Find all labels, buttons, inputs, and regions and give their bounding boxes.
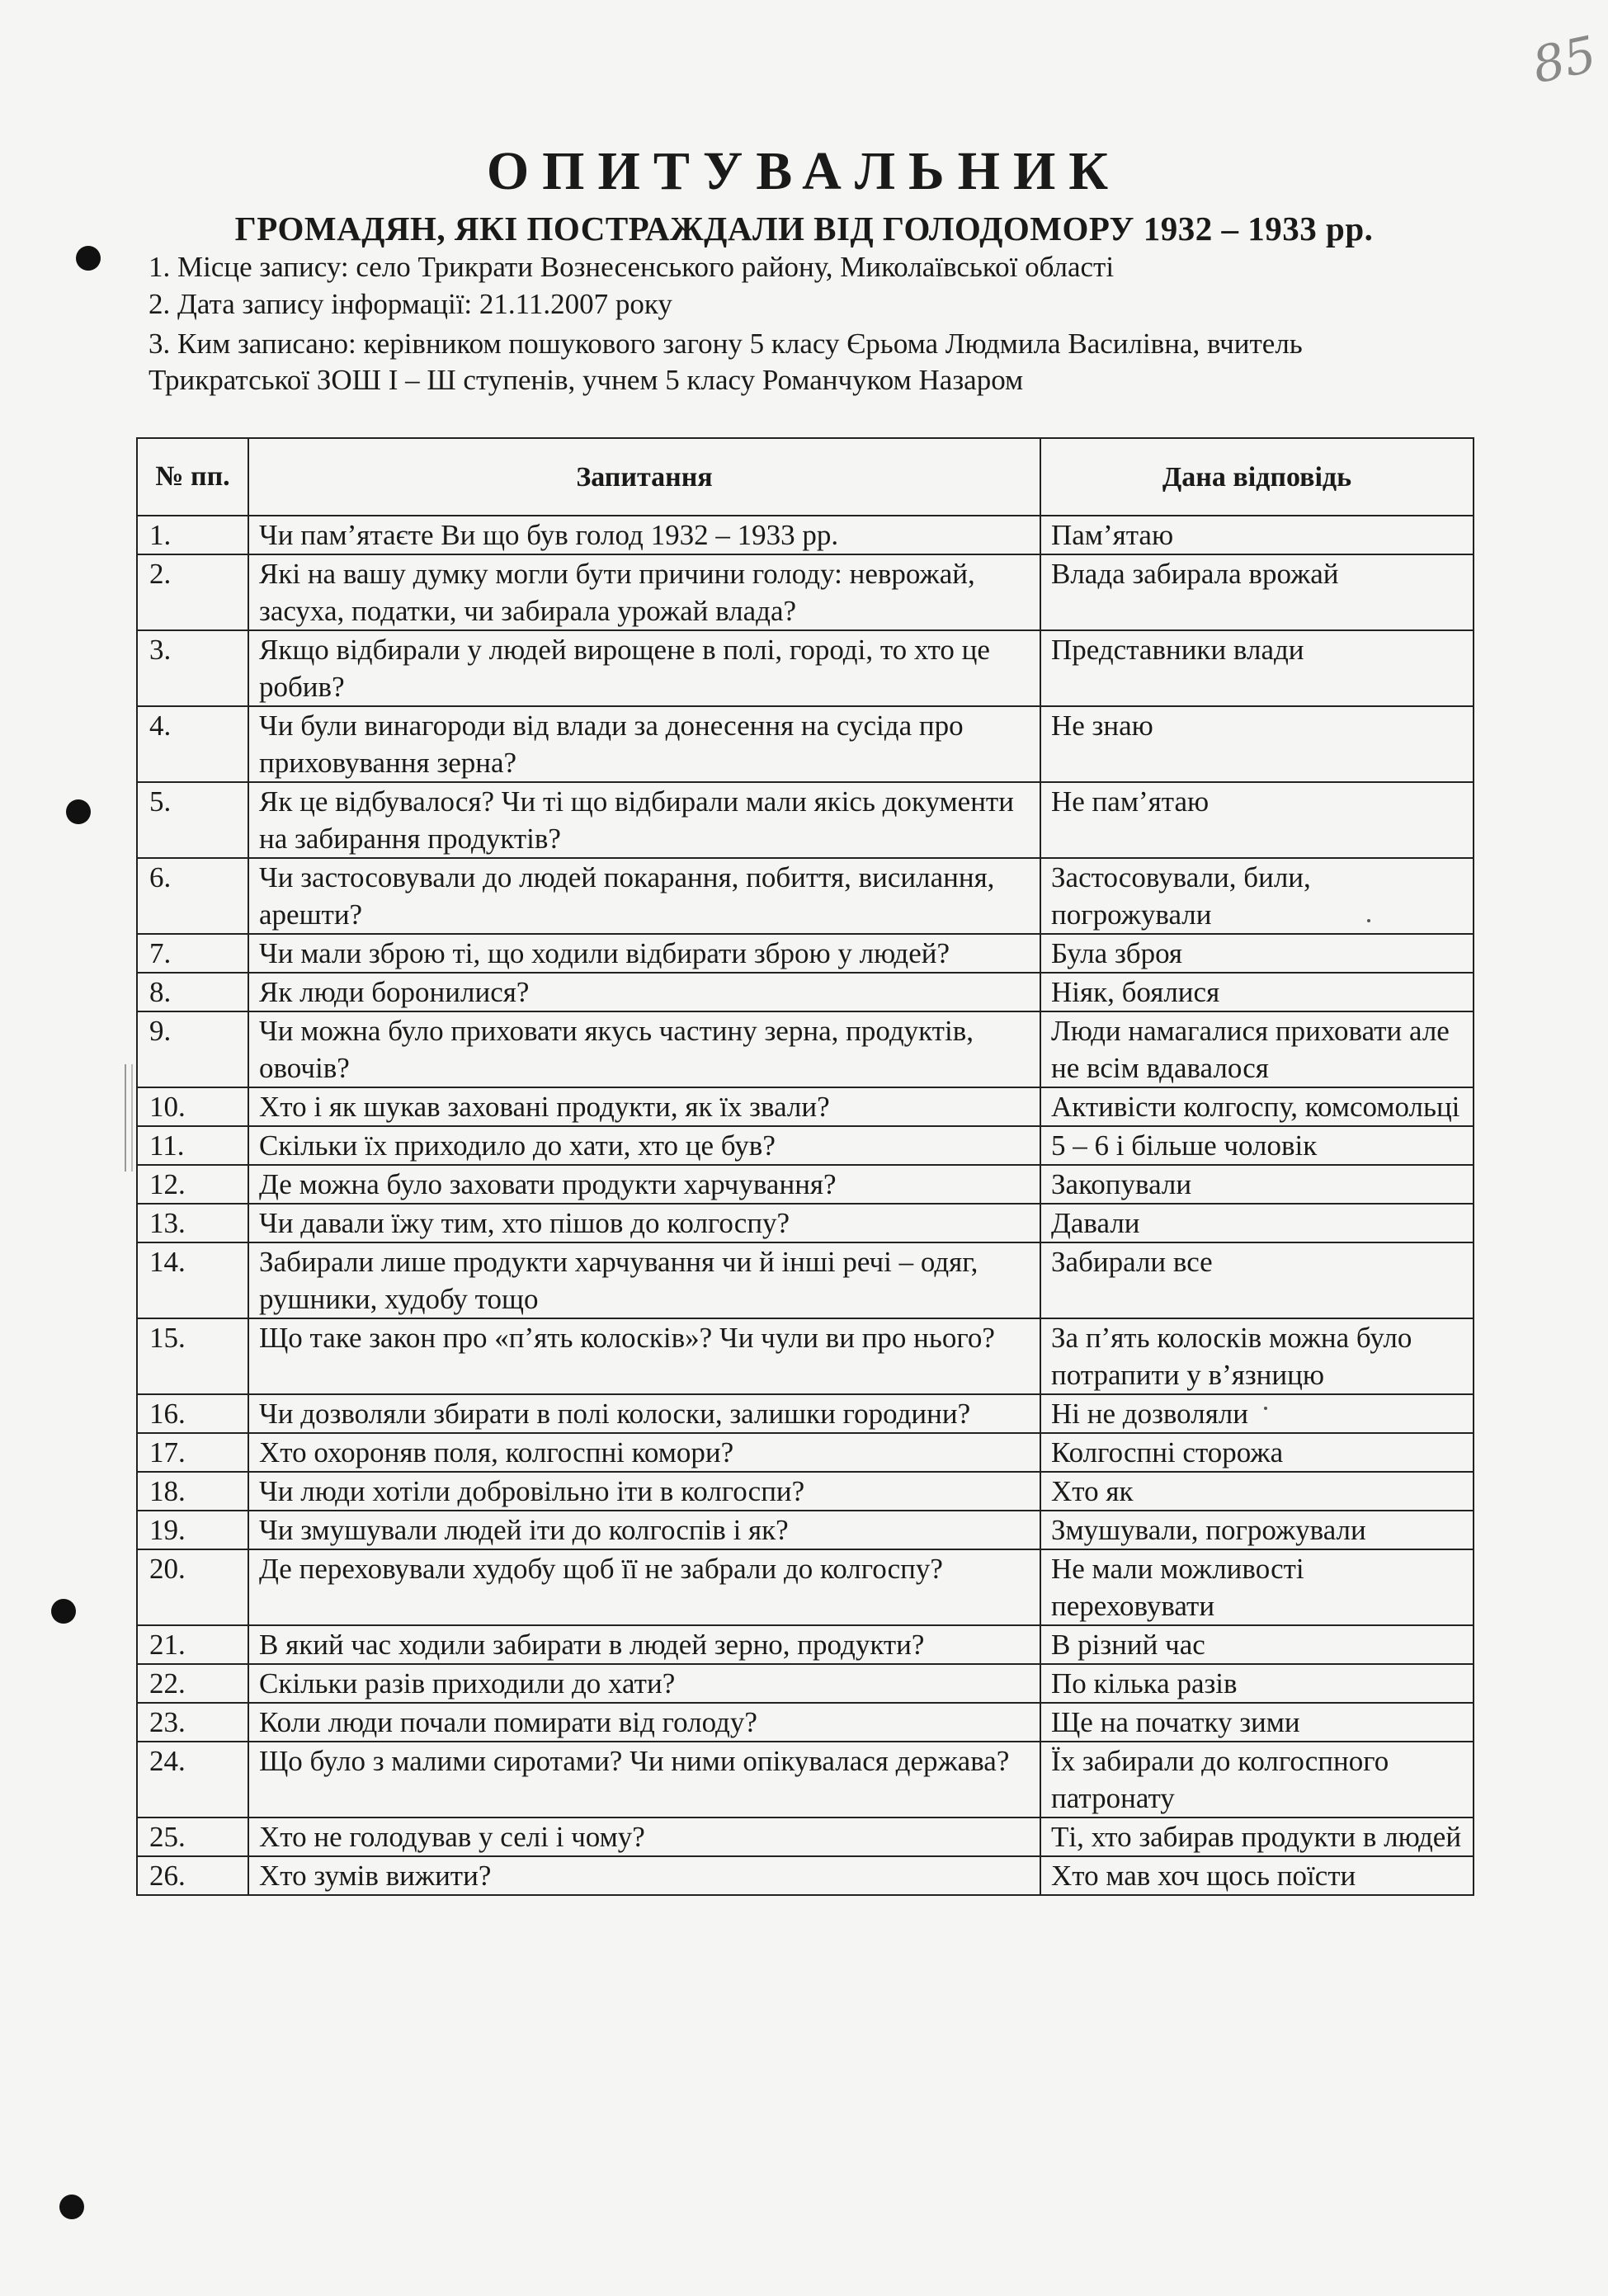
row-question: Скільки разів приходили до хати? bbox=[248, 1664, 1040, 1703]
row-answer: По кілька разів bbox=[1040, 1664, 1474, 1703]
row-answer: В різний час bbox=[1040, 1625, 1474, 1664]
column-header-number: № пп. bbox=[137, 438, 248, 516]
info-recorder: 3. Ким записано: керівником пошукового загону 5 класу Єрьома Людмила Василівна, вчитель bbox=[149, 328, 1303, 360]
row-answer: Не пам’ятаю bbox=[1040, 782, 1474, 858]
column-header-answer: Дана відповідь bbox=[1040, 438, 1474, 516]
table-row bbox=[137, 1664, 1474, 1703]
table-row bbox=[137, 1472, 1474, 1511]
row-answer: За п’ять колосків можна було потрапити у в’язницю bbox=[1040, 1318, 1474, 1394]
row-number: 26. bbox=[137, 1856, 248, 1895]
row-question: Які на вашу думку могли бути причини голоду: неврожай, засуха, податки, чи забирала урожай влада? bbox=[248, 554, 1040, 630]
table-row bbox=[137, 973, 1474, 1011]
table-row bbox=[137, 1625, 1474, 1664]
row-question: Хто і як шукав заховані продукти, як їх звали? bbox=[248, 1087, 1040, 1126]
row-question: Чи пам’ятаєте Ви що був голод 1932 – 1933 рр. bbox=[248, 516, 1040, 554]
row-question: Де можна було заховати продукти харчування? bbox=[248, 1165, 1040, 1204]
table-row bbox=[137, 1087, 1474, 1126]
page-number: 85 bbox=[1527, 25, 1601, 96]
row-number: 14. bbox=[137, 1242, 248, 1318]
staple-mark bbox=[125, 1064, 133, 1172]
row-answer: Не мали можливості переховувати bbox=[1040, 1549, 1474, 1625]
row-number: 16. bbox=[137, 1394, 248, 1433]
row-answer: Представники влади bbox=[1040, 630, 1474, 706]
row-answer: Не знаю bbox=[1040, 706, 1474, 782]
table-row bbox=[137, 1703, 1474, 1742]
row-question: Коли люди почали помирати від голоду? bbox=[248, 1703, 1040, 1742]
row-number: 20. bbox=[137, 1549, 248, 1625]
table-row bbox=[137, 1242, 1474, 1318]
table-row bbox=[137, 1011, 1474, 1087]
row-answer: Влада забирала врожай bbox=[1040, 554, 1474, 630]
row-answer: Застосовували, били, погрожували bbox=[1040, 858, 1474, 934]
row-question: Чи дозволяли збирати в полі колоски, залишки городини? bbox=[248, 1394, 1040, 1433]
table-row bbox=[137, 858, 1474, 934]
table-row bbox=[137, 1126, 1474, 1165]
row-number: 24. bbox=[137, 1742, 248, 1817]
table-row bbox=[137, 516, 1474, 554]
row-answer: Ті, хто забирав продукти в людей bbox=[1040, 1817, 1474, 1856]
table-row bbox=[137, 554, 1474, 630]
row-number: 5. bbox=[137, 782, 248, 858]
info-date: 2. Дата запису інформації: 21.11.2007 року bbox=[149, 288, 672, 320]
table-row bbox=[137, 706, 1474, 782]
survey-table bbox=[136, 437, 1474, 1896]
row-answer: 5 – 6 і більше чоловік bbox=[1040, 1126, 1474, 1165]
row-question: Як це відбувалося? Чи ті що відбирали мали якісь документи на забирання продуктів? bbox=[248, 782, 1040, 858]
row-number: 21. bbox=[137, 1625, 248, 1664]
row-answer: Давали bbox=[1040, 1204, 1474, 1242]
row-number: 10. bbox=[137, 1087, 248, 1126]
table-row bbox=[137, 934, 1474, 973]
punch-hole bbox=[51, 1599, 76, 1624]
row-question: Якщо відбирали у людей вирощене в полі, городі, то хто це робив? bbox=[248, 630, 1040, 706]
row-question: Скільки їх приходило до хати, хто це був? bbox=[248, 1126, 1040, 1165]
table-row bbox=[137, 1318, 1474, 1394]
row-question: Хто охороняв поля, колгоспні комори? bbox=[248, 1433, 1040, 1472]
table-row bbox=[137, 1165, 1474, 1204]
row-answer: Активісти колгоспу, комсомольці bbox=[1040, 1087, 1474, 1126]
table-row bbox=[137, 1511, 1474, 1549]
row-answer: Була зброя bbox=[1040, 934, 1474, 973]
row-number: 4. bbox=[137, 706, 248, 782]
row-number: 9. bbox=[137, 1011, 248, 1087]
row-answer: Ні не дозволяли bbox=[1040, 1394, 1474, 1433]
row-answer: Ще на початку зими bbox=[1040, 1703, 1474, 1742]
table-header-row bbox=[137, 438, 1474, 516]
row-question: Чи давали їжу тим, хто пішов до колгоспу? bbox=[248, 1204, 1040, 1242]
row-number: 1. bbox=[137, 516, 248, 554]
row-answer: Пам’ятаю bbox=[1040, 516, 1474, 554]
info-place: 1. Місце запису: село Трикрати Вознесенського району, Миколаївської області bbox=[149, 251, 1115, 283]
row-number: 13. bbox=[137, 1204, 248, 1242]
table-row bbox=[137, 1204, 1474, 1242]
row-question: Де переховували худобу щоб її не забрали до колгоспу? bbox=[248, 1549, 1040, 1625]
document-title: ОПИТУВАЛЬНИК bbox=[486, 141, 1122, 201]
row-number: 25. bbox=[137, 1817, 248, 1856]
row-answer: Хто мав хоч щось поїсти bbox=[1040, 1856, 1474, 1895]
row-answer: Люди намагалися приховати але не всім вдавалося bbox=[1040, 1011, 1474, 1087]
row-question: Що було з малими сиротами? Чи ними опікувалася держава? bbox=[248, 1742, 1040, 1817]
row-number: 11. bbox=[137, 1126, 248, 1165]
row-answer: Їх забирали до колгоспного патронату bbox=[1040, 1742, 1474, 1817]
row-question: Хто не голодував у селі і чому? bbox=[248, 1817, 1040, 1856]
row-number: 2. bbox=[137, 554, 248, 630]
row-number: 3. bbox=[137, 630, 248, 706]
table-row bbox=[137, 782, 1474, 858]
table-row bbox=[137, 1433, 1474, 1472]
row-number: 8. bbox=[137, 973, 248, 1011]
table-row bbox=[137, 630, 1474, 706]
row-question: Хто зумів вижити? bbox=[248, 1856, 1040, 1895]
punch-hole bbox=[66, 799, 91, 824]
row-answer: Ніяк, боялися bbox=[1040, 973, 1474, 1011]
row-number: 6. bbox=[137, 858, 248, 934]
column-header-question: Запитання bbox=[248, 438, 1040, 516]
row-number: 18. bbox=[137, 1472, 248, 1511]
table-row bbox=[137, 1817, 1474, 1856]
row-answer: Змушували, погрожували bbox=[1040, 1511, 1474, 1549]
row-question: Чи мали зброю ті, що ходили відбирати зброю у людей? bbox=[248, 934, 1040, 973]
row-question: В який час ходили забирати в людей зерно, продукти? bbox=[248, 1625, 1040, 1664]
row-number: 7. bbox=[137, 934, 248, 973]
row-answer: Забирали все bbox=[1040, 1242, 1474, 1318]
row-number: 15. bbox=[137, 1318, 248, 1394]
row-question: Чи були винагороди від влади за донесення на сусіда про приховування зерна? bbox=[248, 706, 1040, 782]
table-row bbox=[137, 1742, 1474, 1817]
row-number: 23. bbox=[137, 1703, 248, 1742]
table-row bbox=[137, 1549, 1474, 1625]
row-number: 17. bbox=[137, 1433, 248, 1472]
punch-hole bbox=[76, 246, 101, 271]
table-row bbox=[137, 1394, 1474, 1433]
table-row bbox=[137, 1856, 1474, 1895]
row-question: Що таке закон про «п’ять колосків»? Чи чули ви про нього? bbox=[248, 1318, 1040, 1394]
row-question: Як люди боронилися? bbox=[248, 973, 1040, 1011]
row-answer: Колгоспні сторожа bbox=[1040, 1433, 1474, 1472]
punch-hole bbox=[59, 2195, 84, 2219]
document-subtitle: ГРОМАДЯН, ЯКІ ПОСТРАЖДАЛИ ВІД ГОЛОДОМОРУ 1932 – 1933 рр. bbox=[234, 210, 1374, 248]
row-question: Чи змушували людей іти до колгоспів і як? bbox=[248, 1511, 1040, 1549]
row-question: Чи можна було приховати якусь частину зерна, продуктів, овочів? bbox=[248, 1011, 1040, 1087]
row-number: 12. bbox=[137, 1165, 248, 1204]
info-recorder-cont: Трикратської ЗОШ І – Ш ступенів, учнем 5 класу Романчуком Назаром bbox=[149, 364, 1024, 396]
row-answer: Закопували bbox=[1040, 1165, 1474, 1204]
row-number: 22. bbox=[137, 1664, 248, 1703]
row-answer: Хто як bbox=[1040, 1472, 1474, 1511]
row-question: Чи застосовували до людей покарання, побиття, висилання, арешти? bbox=[248, 858, 1040, 934]
row-question: Чи люди хотіли добровільно іти в колгоспи? bbox=[248, 1472, 1040, 1511]
row-question: Забирали лише продукти харчування чи й інші речі – одяг, рушники, худобу тощо bbox=[248, 1242, 1040, 1318]
row-number: 19. bbox=[137, 1511, 248, 1549]
